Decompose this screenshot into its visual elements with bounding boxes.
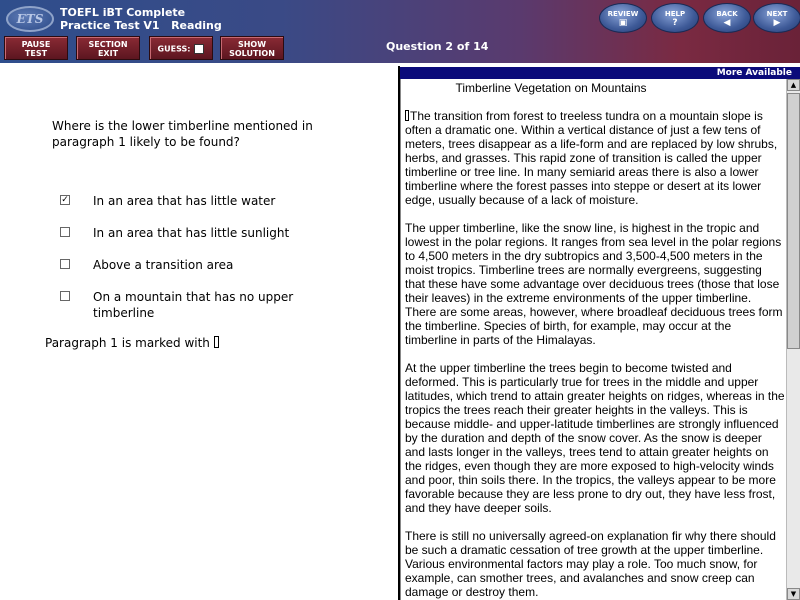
show-solution-label-2: SOLUTION bbox=[229, 49, 275, 58]
guess-checkbox[interactable] bbox=[194, 44, 204, 54]
answer-checkbox[interactable] bbox=[60, 291, 70, 301]
answer-label: On a mountain that has no upper timberline bbox=[93, 290, 294, 320]
paragraph-text: At the upper timberline the trees begin to become twisted and deformed. This is particularly true for trees in the middle and upper latitudes, which trend to attain greater heights on ridges, whereas in the tropics the trees reach their greater heights in the valleys. This is because middle- and upper-latitude timberlines are strongly influenced by the duration and depth of the snow cover. As the snow is deeper and lasts longer in the valleys, trees tend to attain greater heights on the ridges, even though they are more exposed to high-velocity winds and poor, thin soils there. In the tropics, the valleys appear to be more favorable because they are less prone to dry out, they have less frost, and they have deeper soils. bbox=[405, 361, 785, 515]
guess-button[interactable] bbox=[149, 36, 213, 60]
ets-logo: ETS bbox=[6, 6, 54, 32]
answer-label: In an area that has little sunlight bbox=[93, 226, 290, 240]
app-subtitle: Practice Test V1 Reading bbox=[60, 19, 222, 32]
passage-body bbox=[405, 109, 785, 600]
answer-label: Above a transition area bbox=[93, 258, 234, 272]
help-icon: ? bbox=[672, 18, 678, 28]
paragraph-marker-icon bbox=[214, 336, 219, 348]
pause-test-button[interactable] bbox=[4, 36, 68, 60]
passage-pane bbox=[400, 79, 786, 600]
passage-scrollbar[interactable] bbox=[786, 79, 800, 600]
answer-checkbox[interactable] bbox=[60, 259, 70, 269]
show-solution-label-1: SHOW bbox=[237, 40, 267, 49]
review-label: REVIEW bbox=[607, 10, 639, 18]
section-exit-button[interactable] bbox=[76, 36, 140, 60]
next-button[interactable] bbox=[753, 3, 800, 33]
help-button[interactable] bbox=[651, 3, 699, 33]
answer-label: In an area that has little water bbox=[93, 194, 276, 208]
passage-paragraph bbox=[405, 529, 785, 599]
arrow-left-icon: ◀ bbox=[723, 18, 731, 28]
answer-checkbox[interactable]: ✓ bbox=[61, 195, 69, 205]
pause-test-label-2: TEST bbox=[24, 49, 48, 58]
review-icon: ▣ bbox=[618, 18, 628, 28]
paragraph-marker-icon bbox=[405, 110, 409, 121]
scroll-down-icon[interactable]: ▼ bbox=[787, 588, 800, 600]
back-label: BACK bbox=[716, 10, 738, 18]
question-text: Where is the lower timberline mentioned in paragraph 1 likely to be found? bbox=[52, 119, 313, 149]
passage-paragraph bbox=[405, 361, 785, 515]
answer-checkbox[interactable] bbox=[60, 227, 70, 237]
scroll-up-icon[interactable]: ▲ bbox=[787, 79, 800, 91]
paragraph-text: The upper timberline, like the snow line, is highest in the tropic and lowest in the polar regions. It ranges from sea level in the polar regions to 4,500 meters in the dry subtropics and 3,500-4,500 meters in the moist tropics. Timberline trees are normally evergreens, suggesting that these have some advantage over deciduous trees (those that lose their leaves) in the extreme environments of the upper timberline. There are some areas, however, where broadleaf deciduous trees form the timberline. Species of birth, for example, may occur at the timberline in parts of the Himalayas. bbox=[405, 221, 783, 347]
guess-label: GUESS: bbox=[157, 44, 191, 54]
passage-paragraph bbox=[405, 109, 785, 207]
more-available-bar: More Available bbox=[400, 67, 800, 79]
passage-paragraph bbox=[405, 221, 785, 347]
section-exit-label-2: EXIT bbox=[97, 49, 119, 58]
help-label: HELP bbox=[664, 10, 686, 18]
pause-test-label-1: PAUSE bbox=[21, 40, 51, 49]
passage-title: Timberline Vegetation on Mountains bbox=[455, 81, 647, 95]
scroll-thumb[interactable] bbox=[787, 93, 800, 349]
back-button[interactable] bbox=[703, 3, 751, 33]
show-solution-button[interactable] bbox=[220, 36, 284, 60]
paragraph-marker-note bbox=[45, 336, 219, 350]
review-button[interactable] bbox=[599, 3, 647, 33]
paragraph-text: There is still no universally agreed-on explanation fir why there should be such a dramatic cessation of tree growth at the upper timberline. Various environmental factors may play a role. Too much snow, for example, can smother trees, and avalanches and snow creep can damage or destroy them. bbox=[405, 529, 776, 599]
section-exit-label-1: SECTION bbox=[88, 40, 128, 49]
question-pane bbox=[0, 66, 398, 600]
marker-note-text: Paragraph 1 is marked with bbox=[45, 336, 210, 350]
next-label: NEXT bbox=[766, 10, 788, 18]
question-counter: Question 2 of 14 bbox=[386, 40, 489, 53]
paragraph-text: The transition from forest to treeless tundra on a mountain slope is often a dramatic one. Within a vertical distance of just a few tens of meters, trees disappear as a life-form and are replaced by low shrubs, herbs, and grasses. This rapid zone of transition is called the upper timberline or tree line. In many semiarid areas there is also a lower timberline where the forest passes into steppe or desert at its lower edge, usually because of a lack of moisture. bbox=[405, 109, 778, 207]
app-title: TOEFL iBT Complete bbox=[60, 6, 186, 19]
header-bar bbox=[0, 0, 800, 63]
arrow-right-icon: ▶ bbox=[773, 18, 781, 28]
